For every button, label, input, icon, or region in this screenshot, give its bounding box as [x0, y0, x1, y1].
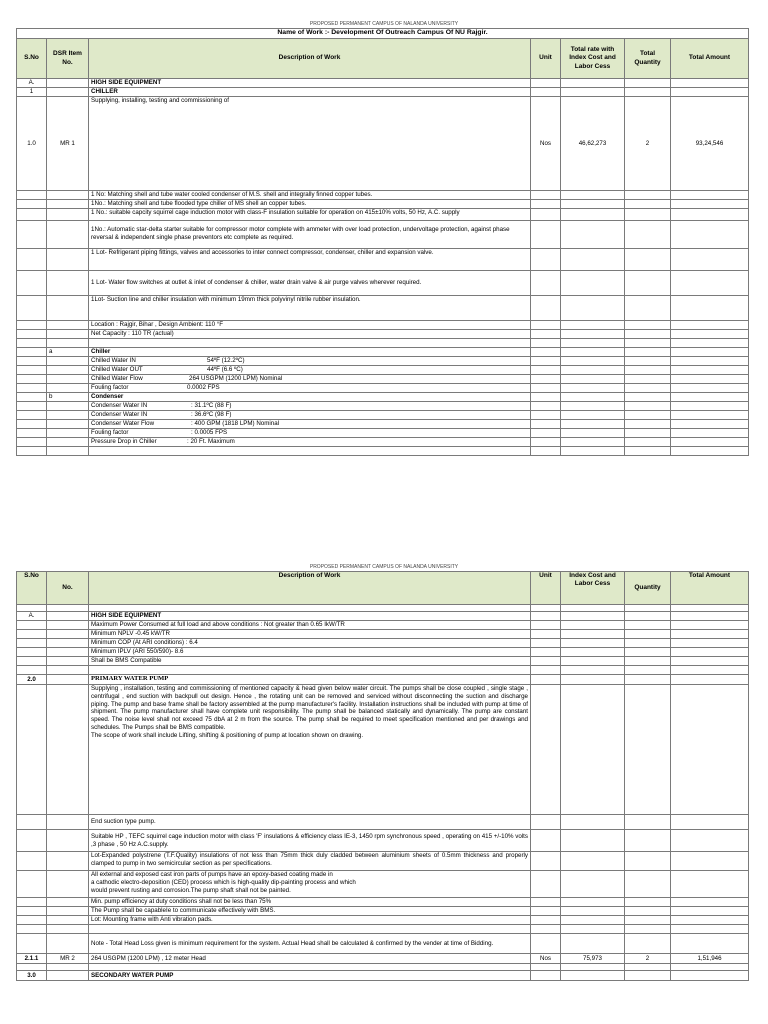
param-value: 0.0002 FPS	[187, 384, 220, 391]
subsection-title-condenser: Condenser	[89, 393, 531, 402]
table-row	[17, 830, 749, 852]
param-name: Condenser Water IN	[91, 402, 148, 409]
section-number: A.	[17, 612, 47, 621]
table-row	[17, 411, 749, 420]
col-header-sno: S.No	[17, 39, 47, 79]
sheet-page-1	[0, 21, 768, 456]
table-row	[17, 339, 749, 348]
item-number: 1	[17, 88, 47, 97]
pump-number: 2.0	[17, 675, 47, 685]
main-unit: Nos	[531, 97, 561, 191]
pump-item-unit: Nos	[531, 954, 561, 964]
table-row	[17, 438, 749, 447]
pump-scope: The scope of work shall include Lifting, shifting & positioning of pump at location shown on drawing.	[91, 731, 364, 739]
param-name: Fouling factor	[91, 384, 129, 391]
table-row	[17, 79, 749, 88]
table-row	[17, 648, 749, 657]
table-row	[17, 605, 749, 612]
table-row	[17, 898, 749, 907]
table-row	[17, 971, 749, 981]
param-value: : 0.0005 FPS	[191, 429, 228, 436]
perf-line: Shall be BMS Compatible	[89, 657, 531, 666]
coating-line: a cathodic electro-deposition (CED) process which is high-quality dip-painting process and which	[91, 878, 356, 886]
pump-spec: Suitable HP , TEFC squirrel cage induction motor with class 'F' insulations & efficiency class IE-3, 1450 rpm synchronous speed , operating on 415 +/-10% volts ,3 phase , 50 Hz A.C.supply.	[89, 830, 531, 852]
table-row	[17, 685, 749, 815]
page-caption: PROPOSED PERMANENT CAMPUS OF NALANDA UNIVERSITY	[309, 21, 459, 27]
boq-table-1	[16, 28, 749, 456]
param-name: Fouling factor	[91, 429, 129, 436]
table-row	[17, 375, 749, 384]
pump-item-sno: 2.1.1	[17, 954, 47, 964]
table-row	[17, 934, 749, 954]
table-row	[17, 916, 749, 925]
table-row	[17, 621, 749, 630]
table-row	[17, 815, 749, 830]
param-name: Chilled Water IN	[91, 357, 136, 364]
pump-item-rate: 75,973	[561, 954, 625, 964]
main-dsr: MR 1	[47, 97, 89, 191]
table-row	[17, 348, 749, 357]
head-loss-note: Note - Total Head Loss given is minimum requirement for the system. Actual Head shall be calculated & confirmed by the vender at time of Bidding.	[89, 934, 531, 954]
section-number: A.	[17, 79, 47, 88]
table-row	[17, 296, 749, 321]
location-line: Location : Rajgir, Bihar , Design Ambient: 110 °F	[89, 321, 531, 330]
param-name: Condenser Water IN	[91, 411, 148, 418]
table-row	[17, 191, 749, 200]
pump-tail: Lot: Mounting frame with Anti vibration pads.	[89, 916, 531, 925]
spec-line: 1Lot- Suction line and chiller insulation with minimum 19mm thick polyvinyl nitrile rubber insulation.	[89, 296, 531, 321]
main-amount: 93,24,546	[671, 97, 749, 191]
col-header-quantity: Quantity	[625, 572, 671, 605]
spec-line: 1 Lot- Refrigerant piping fittings, valves and accessories to inter connect compressor, condenser, chiller and expansion valve.	[89, 249, 531, 271]
table-row	[17, 366, 749, 375]
table-row	[17, 393, 749, 402]
col-header-unit: Unit	[531, 39, 561, 79]
pump-tail: Min. pump efficiency at duty conditions shall not be less than 75%	[89, 898, 531, 907]
pump-item-quantity: 2	[625, 954, 671, 964]
main-rate: 46,62,273	[561, 97, 625, 191]
param-value: : 400 GPM (1818 LPM) Nominal	[191, 420, 280, 427]
table-row	[17, 964, 749, 971]
table-row	[17, 666, 749, 675]
pump-item-dsr: MR 2	[47, 954, 89, 964]
table-row	[17, 88, 749, 97]
secondary-pump-number: 3.0	[17, 971, 47, 981]
table-header-row	[17, 39, 749, 79]
param-name: Pressure Drop in Chiller	[91, 438, 157, 445]
pump-title: PRIMARY WATER PUMP	[89, 675, 531, 685]
work-title: Name of Work :- Development Of Outreach Campus Of NU Rajgir.	[17, 29, 749, 39]
col-header-description: Description of Work	[89, 39, 531, 79]
col-header-rate: Total rate with Index Cost and Labor Cess	[561, 39, 625, 79]
section-title: HIGH SIDE EQUIPMENT	[89, 612, 531, 621]
table-row	[17, 384, 749, 393]
perf-line: Minimum COP (At ARI conditions) : 6.4	[89, 639, 531, 648]
table-row-main-item	[17, 97, 749, 191]
pump-spec: End suction type pump.	[89, 815, 531, 830]
pump-item-amount: 1,51,946	[671, 954, 749, 964]
col-header-amount: Total Amount	[671, 39, 749, 79]
table-row	[17, 200, 749, 209]
main-quantity: 2	[625, 97, 671, 191]
coating-line: would prevent rusting and corrosion.The pump shaft shall not be painted.	[91, 886, 291, 894]
secondary-pump-title: SECONDARY WATER PUMP	[89, 971, 531, 981]
table-row	[17, 871, 749, 898]
table-row	[17, 612, 749, 621]
col-header-dsr: DSR Item No.	[47, 39, 89, 79]
param-value: 264 USGPM (1200 LPM) Nominal	[189, 375, 283, 382]
param-value: : 20 Ft. Maximum	[187, 438, 235, 445]
table-row	[17, 221, 749, 249]
table-header-row	[17, 572, 749, 605]
col-header-sno: S.No	[17, 572, 47, 605]
pump-spec: Lot-Expanded polystrene (T.F.Quality) insulations of not less than 75mm thick duly cladded between aluminium sheets of 0.5mm thickness and properly clamped to pump in two semicircular section as per specifications.	[89, 852, 531, 871]
param-value: 54ºF (12.2ºC)	[207, 357, 245, 364]
subsection-label-b: b	[47, 393, 89, 402]
table-row	[17, 447, 749, 456]
table-row	[17, 907, 749, 916]
perf-line: Maximum Power Consumed at full load and above conditions : Not greater than 0.65 IkW/TR	[89, 621, 531, 630]
param-name: Chilled Water OUT	[91, 366, 143, 373]
boq-table-2	[16, 571, 749, 981]
table-row	[17, 639, 749, 648]
table-row	[17, 675, 749, 685]
spec-line: 1No.: Matching shell and tube flooded type chiller of MS shell an copper tubes.	[89, 200, 531, 209]
col-header-amount: Total Amount	[671, 572, 749, 605]
page-caption: PROPOSED PERMANENT CAMPUS OF NALANDA UNIVERSITY	[309, 564, 459, 570]
table-row	[17, 249, 749, 271]
param-name: Condenser Water Flow	[91, 420, 155, 427]
spec-line: 1No.: Automatic star-delta starter suitable for compressor motor complete with ammeter with over load protection, undervoltage protection, against phase reversal & independent single phase preventors etc complete as required.	[89, 221, 531, 249]
main-sno: 1.0	[17, 97, 47, 191]
table-row	[17, 925, 749, 934]
table-row	[17, 630, 749, 639]
subsection-title-chiller: Chiller	[89, 348, 531, 357]
table-row	[17, 357, 749, 366]
param-value: : 36.6ºC (98 F)	[191, 411, 232, 418]
table-row	[17, 321, 749, 330]
section-title: HIGH SIDE EQUIPMENT	[89, 79, 531, 88]
item-title: CHILLER	[89, 88, 531, 97]
main-description: Supplying, installing, testing and commissioning of	[89, 97, 531, 191]
pump-description: Supplying , installation, testing and commissioning of mentioned capacity & head given below water circuit. The pumps shall be close coupled , single stage , centrifugal , end suction with backpull out design. Hence , the rotating unit can be removed and serviced without disconnecting the suction and discharge piping. The pump and base frame shall be factory assembled at the pump manufacturer's facility. Installation instructions shall be included with pump at time of shipment. The pump manufacturer shall have complete unit responsibility. The pump shall be balanced statically and dynamically. The pump are constant speed. The noise level shall not exceed 75 dbA at 2 m from the source. The pump shall be required to meet specification mentioned and per drawings and schedules. The Pumps shall be BMS compatible.	[91, 685, 528, 731]
capacity-line: Net Capacity : 110 TR (actual)	[89, 330, 531, 339]
col-header-quantity: Total Quantity	[625, 39, 671, 79]
table-row	[17, 852, 749, 871]
col-header-dsr: No.	[47, 572, 89, 605]
table-row-pump-item	[17, 954, 749, 964]
pump-tail: The Pump shall be capableIe to communicate effectively with BMS.	[89, 907, 531, 916]
perf-line: Minimum IPLV (ARI 550/590)- 8.6	[89, 648, 531, 657]
coating-line: All external and exposed cast iron parts of pumps have an epoxy-based coating made in	[91, 871, 333, 878]
table-row	[17, 657, 749, 666]
subsection-label-a: a	[47, 348, 89, 357]
perf-line: Minimum NPLV -0.45 kW/TR	[89, 630, 531, 639]
spec-line: 1 No.: suitable capcity squirrel cage induction motor with class-F insulation suitable for operation on 415±10% volts, 50 Hz, A.C. supply	[89, 209, 531, 221]
table-row	[17, 402, 749, 411]
table-row	[17, 330, 749, 339]
table-row	[17, 271, 749, 296]
table-row	[17, 209, 749, 221]
sheet-page-2	[0, 564, 768, 981]
param-value: : 31.1ºC (88 F)	[191, 402, 232, 409]
col-header-unit: Unit	[531, 572, 561, 605]
table-row	[17, 420, 749, 429]
pump-item-description: 264 USGPM (1200 LPM) , 12 meter Head	[89, 954, 531, 964]
spec-line: 1 No: Matching shell and tube water cooled condenser of M.S. shell and integrally finned copper tubes.	[89, 191, 531, 200]
param-name: Chilled Water Flow	[91, 375, 143, 382]
spec-line: 1 Lot- Water flow switches at outlet & inlet of condenser & chiller, water drain valve & air purge valves wherever required.	[89, 271, 531, 296]
param-value: 44ºF (6.6 ºC)	[207, 366, 243, 373]
col-header-description: Description of Work	[89, 572, 531, 605]
col-header-rate: Index Cost and Labor Cess	[561, 572, 625, 605]
table-row	[17, 429, 749, 438]
